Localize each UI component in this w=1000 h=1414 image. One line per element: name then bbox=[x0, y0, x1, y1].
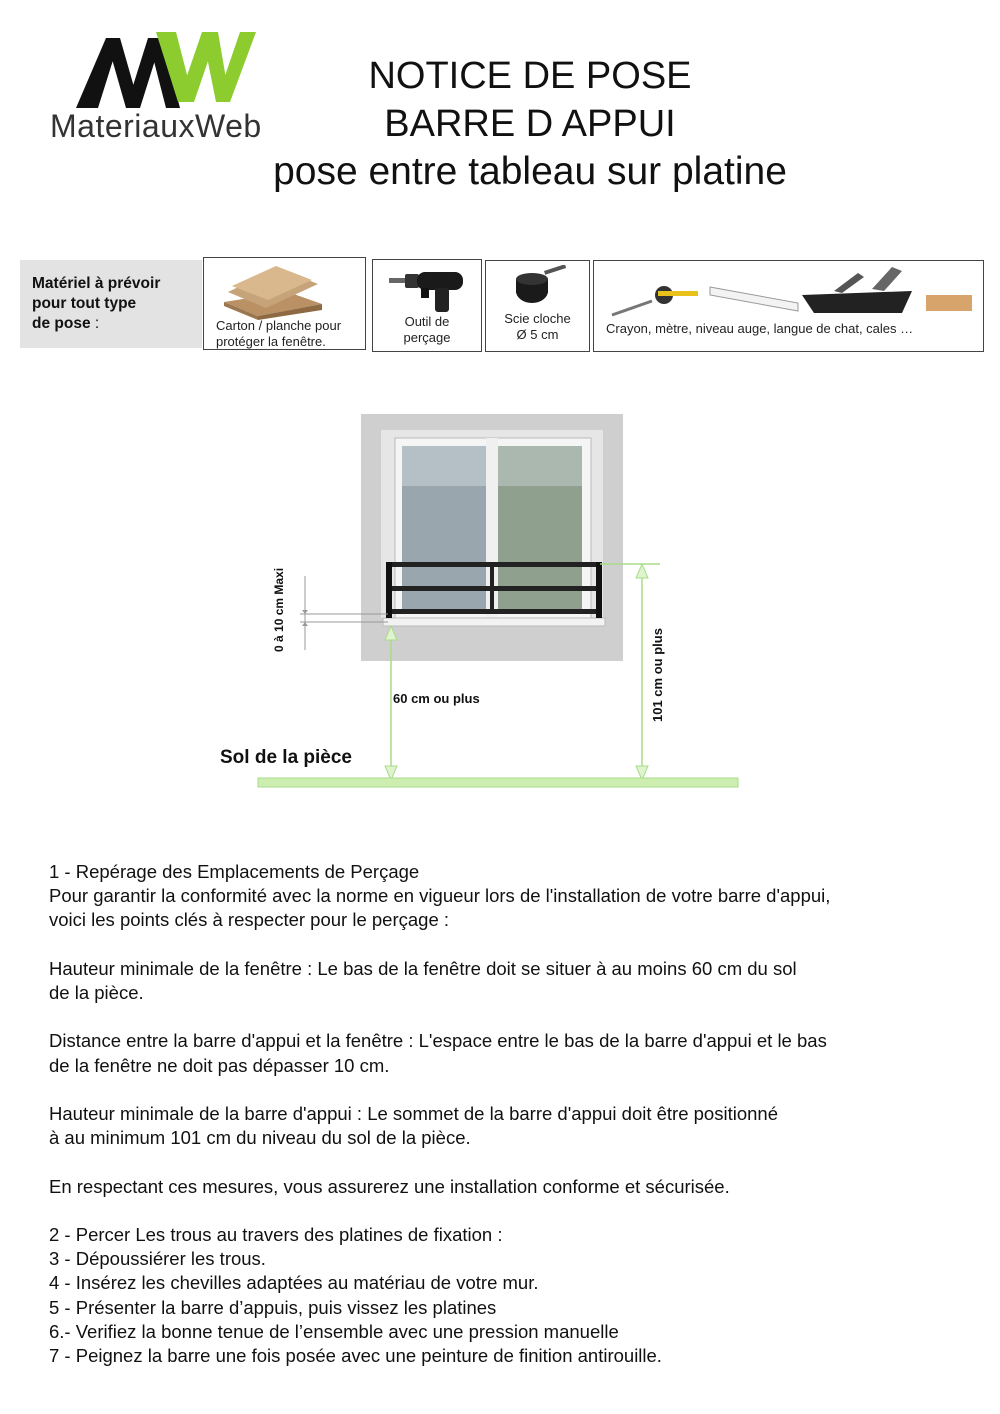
spirit-level-icon bbox=[710, 287, 798, 311]
hole-saw-icon bbox=[510, 265, 570, 309]
step-5: 5 - Présenter la barre d’appuis, puis vissez les platines bbox=[49, 1296, 497, 1318]
rule-2-line-2: de la fenêtre ne doit pas dépasser 10 cm. bbox=[49, 1054, 390, 1076]
rule-3-line-2: à au minimum 101 cm du niveau du sol de la pièce. bbox=[49, 1127, 471, 1149]
tools-caption: Crayon, mètre, niveau auge, langue de chat, cales … bbox=[606, 321, 914, 336]
step-6: 6.- Verifiez la bonne tenue de l’ensemble avec une pression manuelle bbox=[49, 1320, 619, 1342]
title-line-2: BARRE D APPUI bbox=[384, 103, 676, 145]
step-7: 7 - Peignez la barre une fois posée avec une peinture de finition antirouille. bbox=[49, 1344, 662, 1366]
material-item-tools bbox=[593, 260, 984, 352]
materials-label bbox=[20, 260, 202, 348]
step-1-intro-line-1: Pour garantir la conformité avec la norme en vigueur lors de l'installation de votre barre d'appui, bbox=[49, 885, 831, 907]
materials-label-line-2: pour tout type bbox=[32, 295, 137, 312]
gap-dimension-label: 0 à 10 cm Maxi bbox=[272, 567, 286, 652]
instructions bbox=[49, 860, 969, 1368]
room-floor bbox=[258, 778, 738, 787]
materials-label-line-1: Matériel à prévoir bbox=[32, 275, 161, 292]
page-title bbox=[230, 52, 830, 196]
step-3: 3 - Dépoussiérer les trous. bbox=[49, 1248, 266, 1270]
rule-3-line-1: Hauteur minimale de la barre d'appui : Le sommet de la barre d'appui doit être positionné bbox=[49, 1102, 778, 1124]
tools-icon bbox=[602, 265, 980, 317]
rule-2-line-1: Distance entre la barre d'appui et la fenêtre : L'espace entre le bas de la barre d'appui et le bas bbox=[49, 1030, 827, 1052]
material-item-cardboard bbox=[203, 257, 366, 350]
drill-caption-line-2: perçage bbox=[403, 330, 451, 345]
title-line-1: NOTICE DE POSE bbox=[368, 55, 692, 97]
trough-icon bbox=[802, 291, 912, 313]
materials-label-suffix: : bbox=[90, 315, 100, 332]
cardboard-caption-line-2: protéger la fenêtre. bbox=[216, 334, 326, 349]
cardboard-caption-line-1: Carton / planche pour bbox=[216, 318, 342, 333]
window-height-label: 60 cm ou plus bbox=[393, 691, 480, 706]
materials-label-line-3: de pose bbox=[32, 315, 91, 332]
hole-saw-caption-line-2: Ø 5 cm bbox=[516, 327, 559, 342]
installation-diagram bbox=[0, 400, 1000, 800]
step-2: 2 - Percer Les trous au travers des platines de fixation : bbox=[49, 1223, 503, 1245]
rule-1-line-1: Hauteur minimale de la fenêtre : Le bas de la fenêtre doit se situer à au moins 60 cm du sol bbox=[49, 957, 797, 979]
title-line-3: pose entre tableau sur platine bbox=[273, 150, 787, 193]
step-1-intro-line-2: voici les points clés à respecter pour le perçage : bbox=[49, 909, 450, 931]
step-4: 4 - Insérez les chevilles adaptées au matériau de votre mur. bbox=[49, 1272, 539, 1294]
window-sill bbox=[383, 618, 605, 626]
cardboard-icon bbox=[218, 262, 328, 320]
logo-text: MateriauxWeb bbox=[50, 108, 262, 144]
drill-icon bbox=[387, 266, 471, 314]
pencil-icon bbox=[612, 301, 652, 315]
drill-caption-line-1: Outil de bbox=[404, 314, 450, 329]
step-1-title: 1 - Repérage des Emplacements de Perçage bbox=[49, 861, 420, 882]
diagram-drawing bbox=[0, 400, 1000, 800]
material-item-drill bbox=[372, 259, 482, 352]
conclusion: En respectant ces mesures, vous assurerez une installation conforme et sécurisée. bbox=[49, 1175, 730, 1197]
floor-label: Sol de la pièce bbox=[220, 747, 352, 768]
hole-saw-caption-line-1: Scie cloche bbox=[504, 311, 571, 326]
shim-icon bbox=[926, 295, 972, 311]
rule-1-line-2: de la pièce. bbox=[49, 982, 144, 1003]
material-item-hole-saw bbox=[485, 260, 590, 352]
bar-height-label: 101 cm ou plus bbox=[650, 628, 665, 722]
